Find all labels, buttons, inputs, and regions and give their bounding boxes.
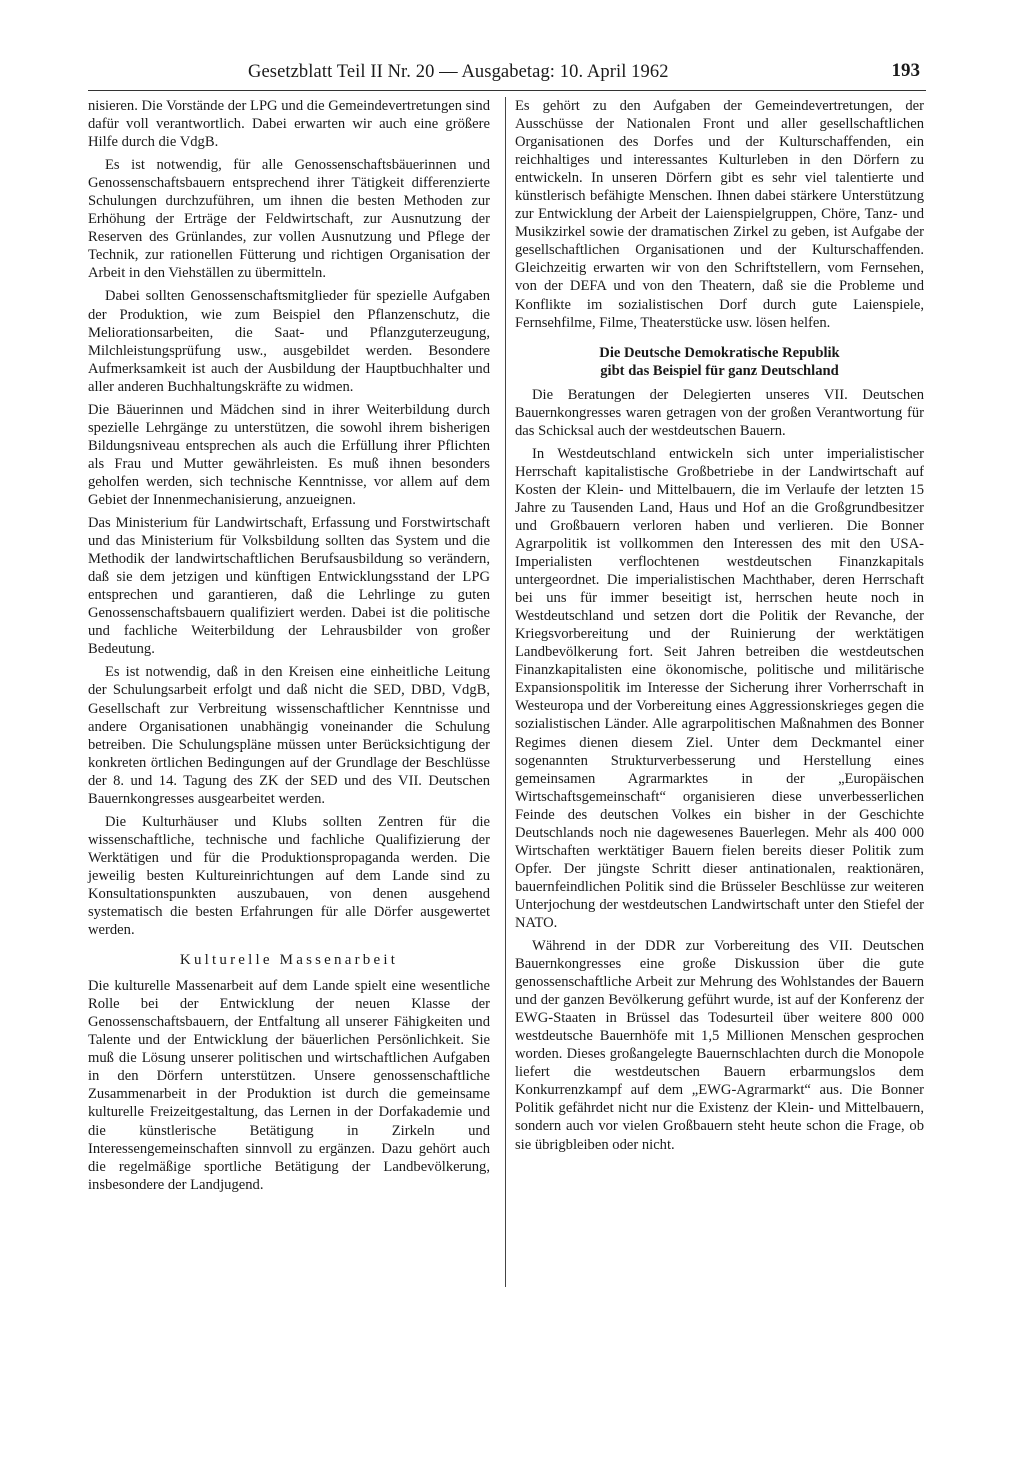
heading-line: Die Deutsche Demokratische Republik: [599, 344, 840, 361]
paragraph: Es ist notwendig, für alle Genossenschaftsbäuerinnen und Genossenschaftsbauern entsprechend ihrer Tätigkeit differenzierte Schulungen durchzuführen, um ihnen die besten Methoden zur Erhöhung der Erträge der Feldwirtschaft, zur Ausnutzung der Reserven des Grünlandes, zur vollen Ausnutzung und Pflege der Technik, zur rationellen Fütterung und richtigen Organisation der Arbeit in den Viehställen zu übermitteln.: [88, 157, 490, 282]
page-number: 193: [891, 60, 920, 81]
paragraph: In Westdeutschland entwickeln sich unter imperialistischer Herrschaft kapitalistische Großbetriebe in der Landwirtschaft auf Kosten der Klein- und Mittelbauern, die im Verlaufe der letzten 15 Jahre zu Tausenden Land, Haus und Hof an die Großgrundbesitzer und Großbauern verloren haben und verlieren. Die Bonner Agrarpolitik ist vollkommen den Interessen des mit den USA-Imperialisten verflochtenen westdeutschen Finanzkapitals untergeordnet. Die imperialistischen Machthaber, deren Herrschaft bei uns für immer beseitigt ist, herrschen heute noch in Westdeutschland und setzen dort die Politik der Revanche, der Kriegsvorbereitung und der Ruinierung der werktätigen Landbevölkerung fort. Seit Jahren betreiben die westdeutschen Finanzkapitalisten eine ökonomische, politische und militärische Expansionspolitik im Interesse der Sicherung ihrer Vorherrschaft in Westeuropa und der Vorbereitung eines Aggressionskrieges gegen die sozialistischen Länder. Alle agrarpolitischen Maßnahmen des Bonner Regimes dienen diesem Ziel. Unter dem Deckmantel einer sogenannten Strukturverbesserung und Herstellung eines gemeinsamen Agrarmarktes in der „Europäischen Wirtschaftsgemeinschaft“ organisieren diese unverbesserlichen Feinde des deutschen Volkes ein bisher in der Geschichte Deutschlands noch nie dagewesenes Bauerlegen. Mehr als 400 000 Wirtschaften werktätiger Bauern fielen bereits dieser Politik zum Opfer. Der jüngste Schritt dieser antinationalen, reaktionären, bauernfeindlichen Politik sind die Brüsseler Beschlüsse zur weiteren Unterjochung der westdeutschen Landwirtschaft unter den Stiefel der NATO.: [515, 445, 924, 931]
paragraph: Dabei sollten Genossenschaftsmitglieder für spezielle Aufgaben der Produktion, wie zum Beispiel den Pflanzenschutz, die Meliorationsarbeiten, die Saat- und Pflanzguterzeugung, Milchleistungsprüfung usw., ausgebildet werden. Besondere Aufmerksamkeit ist auch der Ausbildung der Hauptbuchhalter und aller anderen Buchhaltungskräfte zu widmen.: [88, 288, 490, 395]
page-header: [88, 60, 928, 90]
left-column: [88, 97, 490, 1199]
section-heading: Kulturelle Massenarbeit: [179, 952, 399, 969]
right-column: [515, 97, 924, 1159]
column-divider: [505, 97, 506, 1287]
paragraph: Die Kulturhäuser und Klubs sollten Zentren für die wissenschaftliche, technische und fachliche Qualifizierung der Werktätigen und für die Produktionspropaganda werden. Die jeweilig besten Kultureinrichtungen auf dem Lande sind zu Konsultationspunkten auszubauen, von denen ausgehend systematisch die besten Erfahrungen für alle Dörfer ausgewertet werden.: [88, 813, 490, 939]
paragraph: Während in der DDR zur Vorbereitung des VII. Deutschen Bauernkongresses eine große Diskussion über die gute genossenschaftliche Arbeit zur Mehrung des Wohlstandes der Bauern und der ganzen Bevölkerung geführt wurde, ist auf der Konferenz der EWG-Staaten in Brüssel das Todesurteil über weitere 800 000 westdeutsche Bauernhöfe mit 1,5 Millionen Menschen gesprochen worden. Dieses großangelegte Bauernschlachten durch die Monopole liefert die westdeutschen Bauern erbarmungslos dem Konkurrenzkampf auf dem „EWG-Agrarmarkt“ aus. Die Bonner Politik gefährdet nicht nur die Existenz der Klein- und Mittelbauern, sondern auch vor vielen Großbauern steht heute schon die Frage, ob sie übrigbleiben oder nicht.: [515, 938, 924, 1153]
paragraph: Es ist notwendig, daß in den Kreisen eine einheitliche Leitung der Schulungsarbeit erfolgt und daß nicht die SED, DBD, VdgB, Gesellschaft zur Verbreitung wissenschaftlicher Kenntnisse und andere Organisationen unabhängig voneinander die Schulung betreiben. Die Schulungspläne müssen unter Berücksichtigung der konkreten örtlichen Bedingungen auf der Grundlage der Beschlüsse der 8. und 14. Tagung des ZK der SED und des VII. Deutschen Bauernkongresses ausgearbeitet werden.: [88, 664, 490, 807]
paragraph: Es gehört zu den Aufgaben der Gemeindevertretungen, der Ausschüsse der Nationalen Front und aller gesellschaftlichen Organisationen des Dorfes und der Kulturschaffenden, ein reichhaltiges und interessantes Kulturleben in den Dörfern zu entwickeln. In unseren Dörfern gibt es sehr viel talentierte und künstlerisch befähigte Menschen. Ihnen dabei stärkere Unterstützung zur Entwicklung der Arbeit der Laienspielgruppen, Chöre, Tanz- und Musikzirkel sowie der dramatischen Zirkel zu geben, ist Aufgabe der gesellschaftlichen Organisationen und der Kulturschaffenden. Gleichzeitig erwarten wir von den Schriftstellern, vom Fernsehen, von der DEFA und von den Theatern, daß sie die Probleme und Konflikte im sozialistischen Dorf durch gute Laienspiele, Fernsehfilme, Filme, Theaterstücke usw. lösen helfen.: [515, 98, 924, 331]
paragraph: Das Ministerium für Landwirtschaft, Erfassung und Forstwirtschaft und das Ministerium für Volksbildung sollten das System und die Methodik der landwirtschaftlichen Berufsausbildung so verändern, daß sie dem jetzigen und künftigen Entwicklungsstand der LPG entsprechen und garantieren, daß die Lehrlinge zu guten Genossenschaftsbauern qualifiziert werden. Dabei ist die politische und fachliche Weiterbildung der Lehrausbilder von großer Bedeutung.: [88, 515, 490, 658]
paragraph: Die Beratungen der Delegierten unseres VII. Deutschen Bauernkongresses waren getragen von der großen Verantwortung für das Schicksal auch der westdeutschen Bauern.: [515, 386, 924, 439]
header-rule: [88, 90, 926, 91]
section-heading: [515, 344, 924, 380]
heading-line: gibt das Beispiel für ganz Deutschland: [600, 362, 839, 379]
paragraph: Die kulturelle Massenarbeit auf dem Lande spielt eine wesentliche Rolle bei der Entwicklung der neuen Klasse der Genossenschaftsbauern, der Entfaltung all unserer Fähigkeiten und Talente und der Entwicklung der bäuerlichen Persönlichkeit. Sie muß die Lösung unserer politischen und wirtschaftlichen Aufgaben in den Dörfern unterstützen. Unsere genossenschaftliche Zusammenarbeit in der Produktion ist durch die gemeinsame kulturelle Freizeitgestaltung, das Lernen in der Dorfakademie und die künstlerische Betätigung in Zirkeln und Interessengemeinschaften sinnvoll zu ergänzen. Dazu gehört auch die regelmäßige sportliche Betätigung der Landbevölkerung, insbesondere der Landjugend.: [88, 978, 490, 1193]
paragraph: Die Bäuerinnen und Mädchen sind in ihrer Weiterbildung durch spezielle Lehrgänge zu unterstützen, die sowohl ihrem bisherigen Bildungsniveau entsprechen als auch die Erfüllung ihrer Pflichten als Frau und Mutter gewährleisten. Es muß ihnen besonders geholfen werden, sich technische Kenntnisse, vor allem auf dem Gebiet der Innenmechanisierung, anzueignen.: [88, 401, 490, 508]
header-title: Gesetzblatt Teil II Nr. 20 — Ausgabetag: 10. April 1962: [248, 62, 669, 82]
paragraph: nisieren. Die Vorstände der LPG und die Gemeindevertretungen sind dafür voll verantwortlich. Dabei erwarten wir auch eine größere Hilfe durch die VdgB.: [88, 98, 490, 151]
